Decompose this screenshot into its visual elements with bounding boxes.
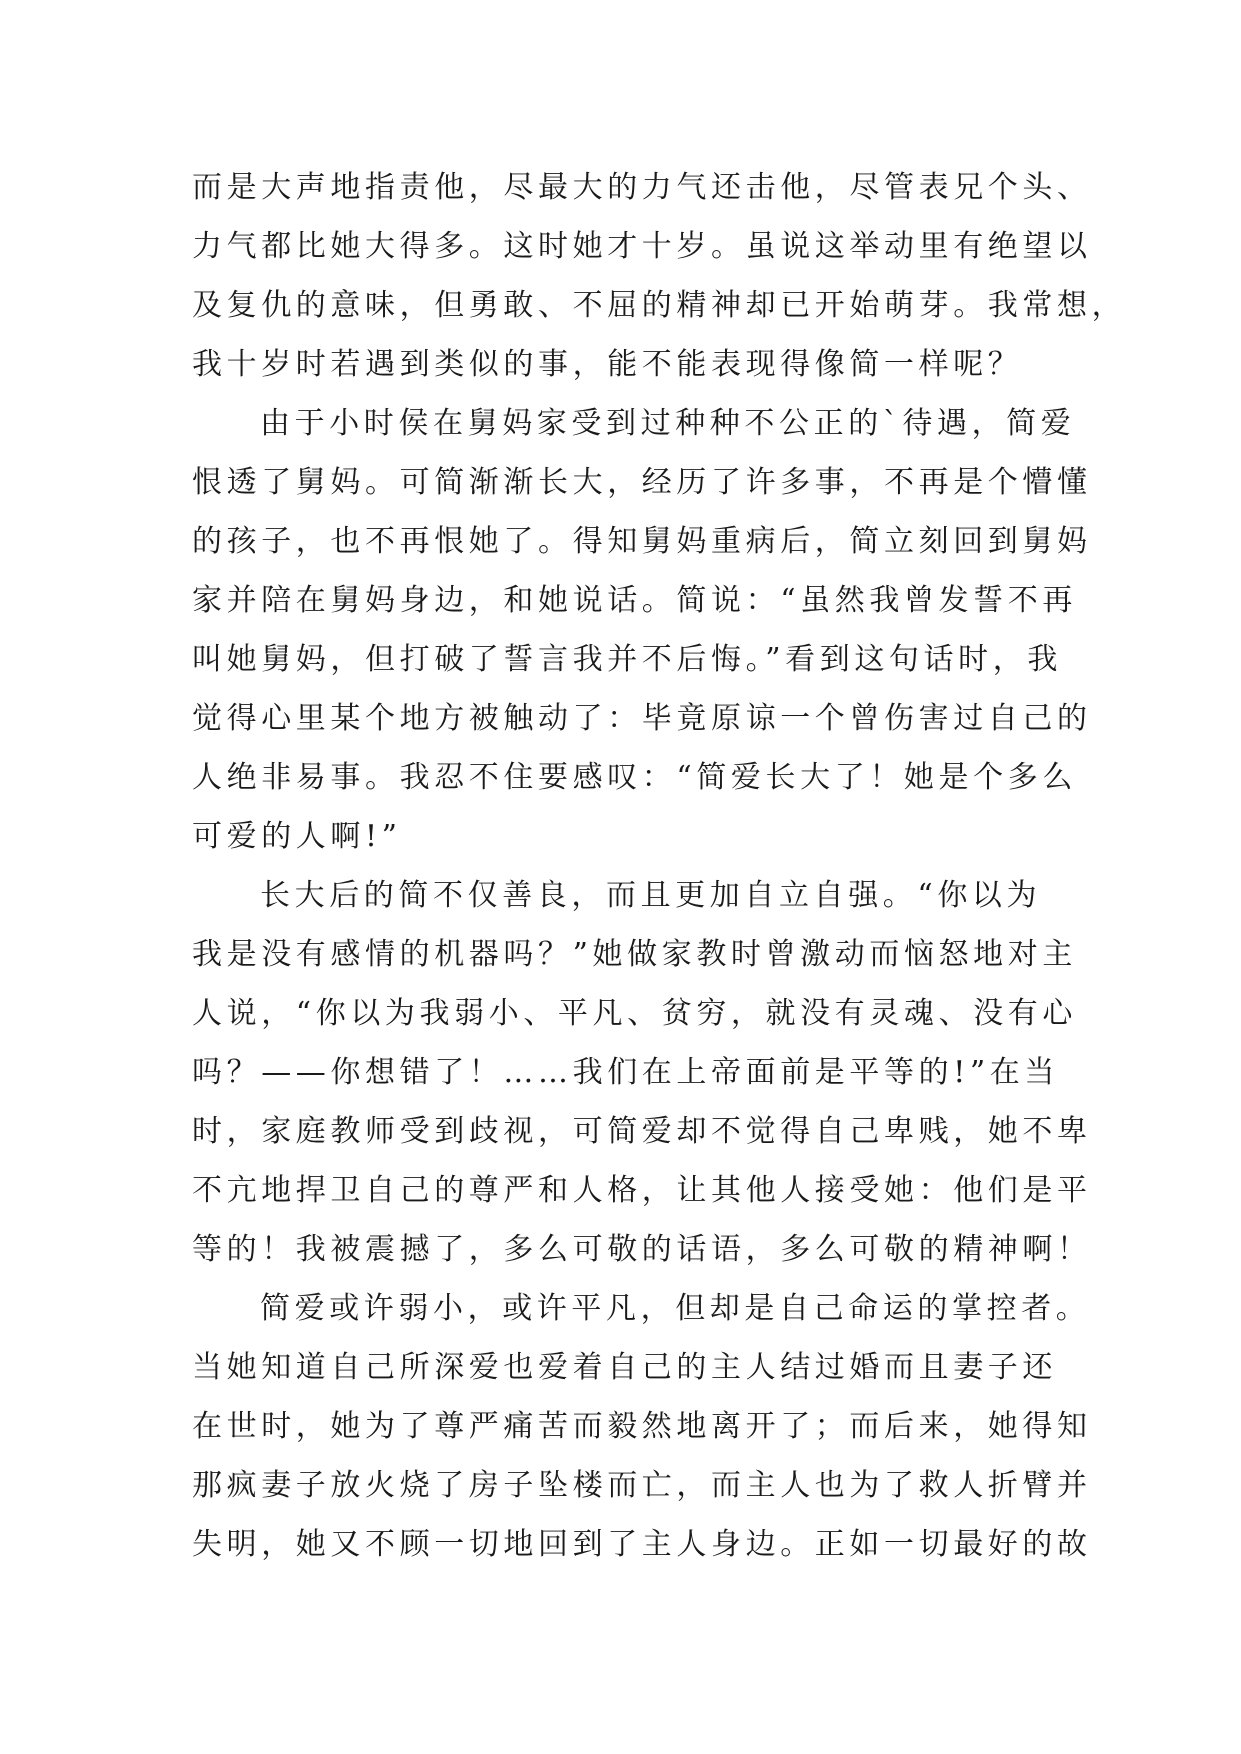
text-line: 失明，她又不顾一切地回到了主人身边。正如一切最好的故 [192,1527,1092,1562]
text-line: 时，家庭教师受到歧视，可简爱却不觉得自己卑贱，她不卑 [192,1114,1092,1149]
text-line: 当她知道自己所深爱也爱着自己的主人结过婚而且妻子还 [192,1350,1057,1385]
essay-body [192,158,1127,1574]
paragraph-2 [192,394,1092,866]
text-line: 可爱的人啊!” [192,819,402,854]
text-line: 家并陪在舅妈身边，和她说话。简说：“虽然我曾发誓不再 [192,583,1077,618]
text-line: 不亢地捍卫自己的尊严和人格，让其他人接受她：他们是平 [192,1173,1092,1208]
text-line: 恨透了舅妈。可简渐渐长大，经历了许多事，不再是个懵懂 [192,465,1092,500]
text-line: 吗？——你想错了！……我们在上帝面前是平等的!”在当 [192,1055,1059,1090]
text-line: 而是大声地指责他，尽最大的力气还击他，尽管表兄个头、 [192,170,1092,205]
text-line: 人说，“你以为我弱小、平凡、贫穷，就没有灵魂、没有心 [192,996,1077,1031]
text-line: 在世时，她为了尊严痛苦而毅然地离开了；而后来，她得知 [192,1409,1092,1444]
text-line: 简爱或许弱小，或许平凡，但却是自己命运的掌控者。 [260,1291,1091,1326]
text-line: 我十岁时若遇到类似的事，能不能表现得像简一样呢？ [192,347,1023,382]
text-line: 由于小时侯在舅妈家受到过种种不公正的`待遇，简爱 [260,406,1076,441]
paragraph-1 [192,158,1127,394]
text-line: 那疯妻子放火烧了房子坠楼而亡，而主人也为了救人折臂并 [192,1468,1092,1503]
text-line: 叫她舅妈，但打破了誓言我并不后悔。”看到这句话时，我 [192,642,1062,677]
text-line: 我是没有感情的机器吗？”她做家教时曾激动而恼怒地对主 [192,937,1077,972]
text-line: 的孩子，也不再恨她了。得知舅妈重病后，简立刻回到舅妈 [192,524,1092,559]
text-line: 长大后的简不仅善良，而且更加自立自强。“你以为 [260,878,1042,913]
text-line: 及复仇的意味，但勇敢、不屈的精神却已开始萌芽。我常想， [192,288,1127,323]
text-line: 觉得心里某个地方被触动了：毕竟原谅一个曾伤害过自己的 [192,701,1092,736]
paragraph-3 [192,866,1092,1279]
text-line: 等的！我被震撼了，多么可敬的话语，多么可敬的精神啊！ [192,1232,1092,1267]
text-line: 人绝非易事。我忍不住要感叹：“简爱长大了！她是个多么 [192,760,1077,795]
paragraph-4 [192,1279,1092,1574]
text-line: 力气都比她大得多。这时她才十岁。虽说这举动里有绝望以 [192,229,1092,264]
